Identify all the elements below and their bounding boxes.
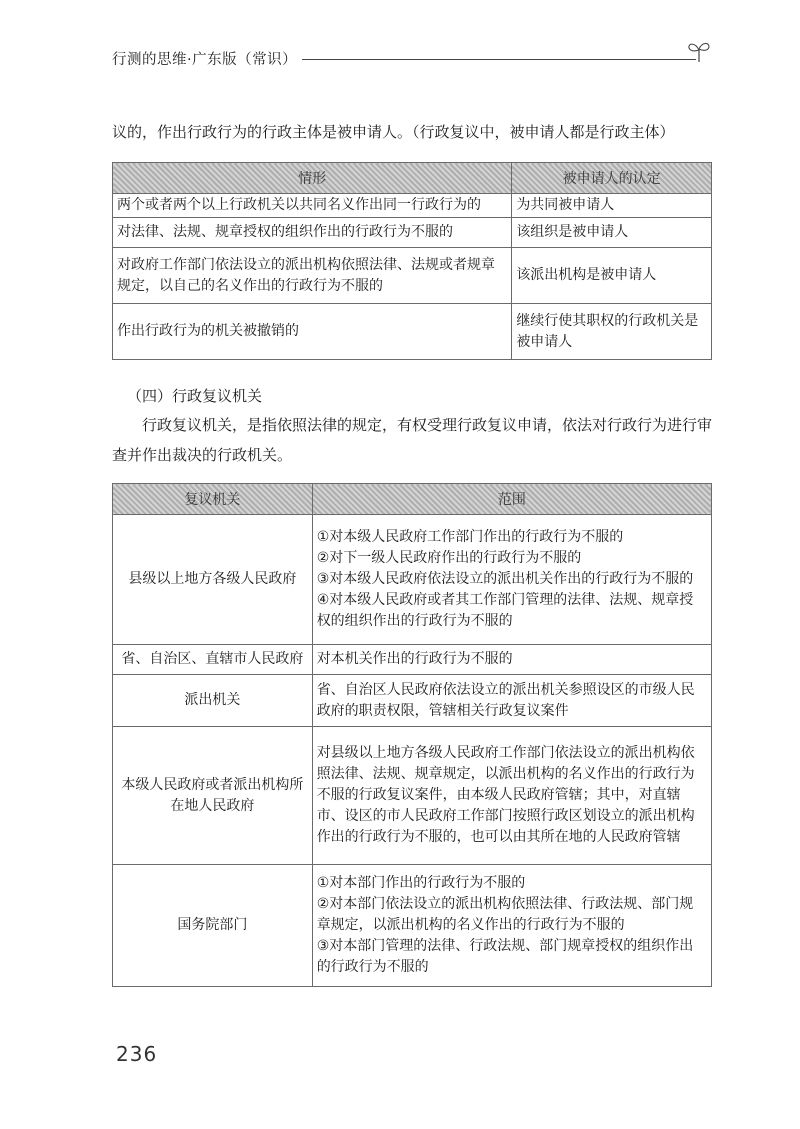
scope-cell bbox=[312, 865, 711, 987]
sprout-icon bbox=[686, 40, 712, 64]
table-row bbox=[113, 645, 712, 675]
review-organ-table bbox=[112, 483, 712, 987]
scope-item: ③对本级人民政府依法设立的派出机关作出的行政行为不服的 bbox=[316, 571, 694, 587]
table-row bbox=[113, 675, 712, 727]
scope-item: ①对本级人民政府工作部门作出的行政行为不服的 bbox=[316, 529, 624, 545]
situation-cell: 作出行政行为的机关被撤销的 bbox=[113, 304, 512, 360]
situation-cell: 两个或者两个以上行政机关以共同名义作出同一行政行为的 bbox=[113, 194, 512, 218]
situation-cell: 对法律、法规、规章授权的组织作出的行政行为不服的 bbox=[113, 218, 512, 248]
scope-item: ④对本级人民政府或者其工作部门管理的法律、法规、规章授权的组织作出的行政行为不服的 bbox=[316, 592, 694, 629]
organ-cell: 省、自治区、直辖市人民政府 bbox=[113, 645, 313, 675]
header-title: 行测的思维·广东版（常识） bbox=[112, 52, 298, 68]
section-paragraph: 行政复议机关，是指依照法律的规定，有权受理行政复议申请，依法对行政行为进行审查并作出裁决的行政机关。 bbox=[112, 416, 713, 464]
table-row bbox=[113, 515, 712, 645]
respondent-cell: 该组织是被申请人 bbox=[512, 218, 712, 248]
scope-item: ②对本部门依法设立的派出机构依照法律、行政法规、部门规章规定，以派出机构的名义作出的行政行为不服的 bbox=[316, 896, 694, 933]
table2-header-organ: 复议机关 bbox=[113, 484, 313, 515]
scope-item: ①对本部门作出的行政行为不服的 bbox=[316, 875, 526, 891]
scope-item: 省、自治区人民政府依法设立的派出机关参照设区的市级人民政府的职责权限，管辖相关行政复议案件 bbox=[316, 681, 695, 719]
respondent-cell: 为共同被申请人 bbox=[512, 194, 712, 218]
intro-paragraph: 议的，作出行政行为的行政主体是被申请人。（行政复议中，被申请人都是行政主体） bbox=[112, 123, 675, 141]
table-row bbox=[113, 194, 712, 218]
scope-cell bbox=[312, 675, 711, 727]
respondent-cell: 该派出机构是被申请人 bbox=[512, 248, 712, 304]
scope-cell bbox=[312, 515, 711, 645]
table-row bbox=[113, 248, 712, 304]
table1-header-respondent: 被申请人的认定 bbox=[512, 163, 712, 194]
page-number: 236 bbox=[116, 1042, 158, 1066]
organ-cell: 县级以上地方各级人民政府 bbox=[113, 515, 313, 645]
section-title: （四）行政复议机关 bbox=[127, 387, 263, 405]
table-row bbox=[113, 304, 712, 360]
table2-header-scope: 范围 bbox=[312, 484, 711, 515]
scope-cell bbox=[312, 727, 711, 865]
organ-cell: 本级人民政府或者派出机构所在地人民政府 bbox=[113, 727, 313, 865]
scope-item: 对县级以上地方各级人民政府工作部门依法设立的派出机构依照法律、法规、规章规定，以派出机构的名义作出的行政行为不服的行政复议案件，由本级人民政府管辖；其中，对直辖市、设区的市人民政府工作部门按照行政区划设立的派出机构作出的行政行为不服的，也可以由其所在地的人民政府管辖 bbox=[316, 745, 695, 845]
respondent-cell: 继续行使其职权的行政机关是被申请人 bbox=[512, 304, 712, 360]
scope-item: ③对本部门管理的法律、行政法规、部门规章授权的组织作出的行政行为不服的 bbox=[316, 938, 694, 975]
header-rule bbox=[302, 59, 696, 60]
table-row bbox=[113, 218, 712, 248]
organ-cell: 派出机关 bbox=[113, 675, 313, 727]
page-header bbox=[112, 40, 712, 70]
scope-item: ②对下一级人民政府作出的行政行为不服的 bbox=[316, 550, 582, 566]
table-row bbox=[113, 727, 712, 865]
organ-cell: 国务院部门 bbox=[113, 865, 313, 987]
table1-header-situation: 情形 bbox=[113, 163, 512, 194]
scope-cell bbox=[312, 645, 711, 675]
scope-item: 对本机关作出的行政行为不服的 bbox=[316, 651, 513, 667]
table-row bbox=[113, 865, 712, 987]
situation-cell: 对政府工作部门依法设立的派出机构依照法律、法规或者规章规定，以自己的名义作出的行政行为不服的 bbox=[113, 248, 512, 304]
respondent-table bbox=[112, 162, 712, 360]
